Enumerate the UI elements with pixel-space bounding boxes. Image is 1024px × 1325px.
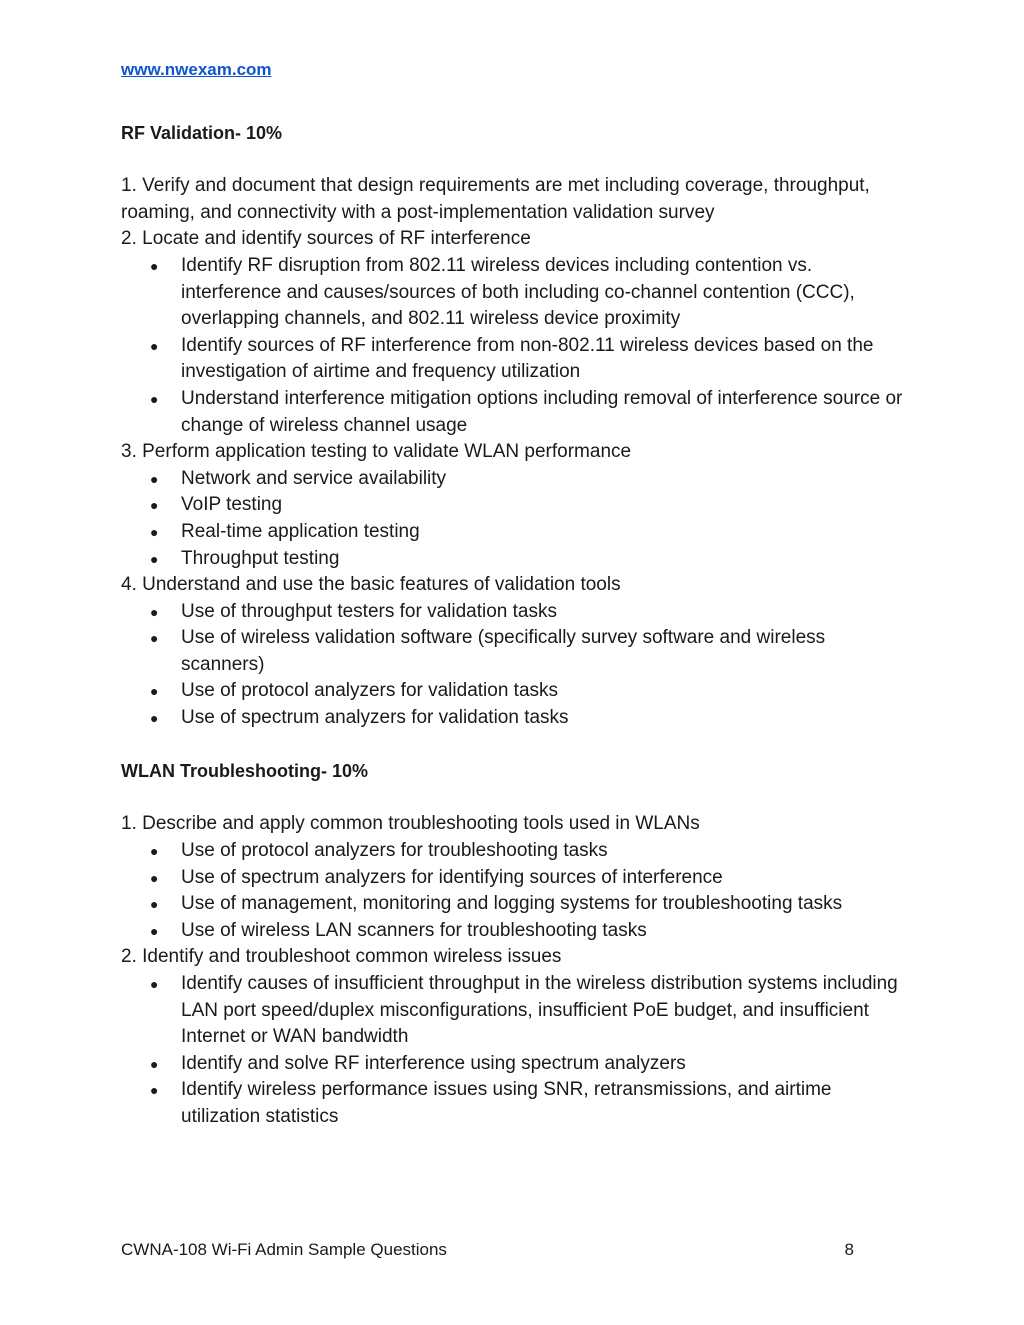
- numbered-objective: 2. Identify and troubleshoot common wireless issues: [121, 946, 562, 968]
- bullet-item: [121, 971, 911, 1051]
- numbered-objective: 2. Locate and identify sources of RF interference: [121, 228, 531, 250]
- bullet-text: Use of management, monitoring and logging systems for troubleshooting tasks: [181, 893, 843, 915]
- bullet-dot-icon: ●: [150, 1082, 159, 1099]
- bullet-list: [121, 599, 911, 732]
- bullet-item: [121, 519, 911, 546]
- bullet-item: [121, 625, 911, 678]
- bullet-item: [121, 1077, 911, 1130]
- section-title: RF Validation- 10%: [121, 123, 283, 143]
- bullet-text: Identify causes of insufficient throughput in the wireless distribution systems including LAN port speed/duplex misconfigurations, insufficient PoE budget, and insufficient Internet or WAN bandwidth: [181, 973, 898, 1048]
- bullet-dot-icon: ●: [150, 896, 159, 913]
- bullet-item: [121, 492, 911, 519]
- bullet-text: Use of throughput testers for validation tasks: [181, 600, 557, 622]
- bullet-dot-icon: ●: [150, 922, 159, 939]
- bullet-text: Identify sources of RF interference from non-802.11 wireless devices based on the investigation of airtime and frequency utilization: [181, 334, 874, 383]
- bullet-text: Identify RF disruption from 802.11 wireless devices including contention vs. interference and causes/sources of both including co-channel contention (CCC), overlapping channels, and 802.11 wireless device proximity: [181, 254, 855, 330]
- bullet-item: [121, 333, 911, 386]
- bullet-text: VoIP testing: [181, 494, 283, 516]
- document-body: [121, 120, 911, 1131]
- bullet-item: [121, 1051, 911, 1078]
- bullet-text: Use of wireless validation software (specifically survey software and wireless scanners): [181, 627, 826, 675]
- bullet-list: [121, 971, 911, 1131]
- numbered-objective: 1. Verify and document that design requirements are met including coverage, throughput, roaming, and connectivity with a post-implementation validation survey: [121, 175, 870, 223]
- bullet-item: [121, 599, 911, 626]
- bullet-text: Real-time application testing: [181, 520, 420, 542]
- bullet-dot-icon: ●: [150, 630, 159, 647]
- bullet-item: [121, 678, 911, 705]
- bullet-item: [121, 705, 911, 732]
- bullet-dot-icon: ●: [150, 710, 159, 727]
- bullet-dot-icon: ●: [150, 1055, 159, 1072]
- bullet-item: [121, 838, 911, 865]
- bullet-dot-icon: ●: [150, 603, 159, 620]
- bullet-list: [121, 466, 911, 572]
- bullet-item: [121, 253, 911, 333]
- bullet-text: Understand interference mitigation options including removal of interference source or change of wireless channel usage: [181, 387, 903, 436]
- bullet-text: Use of wireless LAN scanners for troubleshooting tasks: [181, 919, 647, 941]
- section-spacer: [121, 732, 911, 759]
- page-footer: [121, 1240, 854, 1260]
- bullet-dot-icon: ●: [150, 337, 159, 354]
- bullet-item: [121, 466, 911, 493]
- bullet-dot-icon: ●: [150, 869, 159, 886]
- bullet-dot-icon: ●: [150, 470, 159, 487]
- bullet-text: Throughput testing: [181, 547, 340, 569]
- bullet-dot-icon: ●: [150, 497, 159, 514]
- bullet-text: Use of protocol analyzers for troubleshooting tasks: [181, 840, 608, 862]
- bullet-text: Identify wireless performance issues using SNR, retransmissions, and airtime utilization statistics: [181, 1079, 832, 1127]
- numbered-objective: 1. Describe and apply common troubleshooting tools used in WLANs: [121, 813, 700, 835]
- bullet-dot-icon: ●: [150, 550, 159, 567]
- numbered-objective: 3. Perform application testing to validate WLAN performance: [121, 441, 632, 463]
- bullet-dot-icon: ●: [150, 683, 159, 700]
- bullet-dot-icon: ●: [150, 257, 159, 274]
- bullet-text: Use of spectrum analyzers for identifying sources of interference: [181, 866, 723, 888]
- bullet-dot-icon: ●: [150, 843, 159, 860]
- bullet-dot-icon: ●: [150, 976, 159, 992]
- page-number: 8: [844, 1240, 854, 1259]
- bullet-text: Network and service availability: [181, 467, 447, 489]
- bullet-text: Use of spectrum analyzers for validation tasks: [181, 707, 569, 729]
- bullet-dot-icon: ●: [150, 523, 159, 540]
- bullet-text: Identify and solve RF interference using spectrum analyzers: [181, 1052, 686, 1074]
- bullet-item: [121, 546, 911, 573]
- section-spacer: [121, 785, 911, 812]
- section-title: WLAN Troubleshooting- 10%: [121, 761, 368, 782]
- bullet-text: Use of protocol analyzers for validation tasks: [181, 680, 559, 702]
- header-url-link[interactable]: www.nwexam.com: [121, 60, 272, 79]
- section-spacer: [121, 147, 911, 174]
- bullet-item: [121, 386, 911, 439]
- bullet-list: [121, 253, 911, 439]
- footer-title: CWNA-108 Wi-Fi Admin Sample Questions: [121, 1240, 447, 1259]
- bullet-dot-icon: ●: [150, 390, 159, 407]
- bullet-item: [121, 891, 911, 918]
- bullet-item: [121, 865, 911, 892]
- bullet-item: [121, 918, 911, 945]
- bullet-list: [121, 838, 911, 944]
- numbered-objective: 4. Understand and use the basic features of validation tools: [121, 574, 621, 596]
